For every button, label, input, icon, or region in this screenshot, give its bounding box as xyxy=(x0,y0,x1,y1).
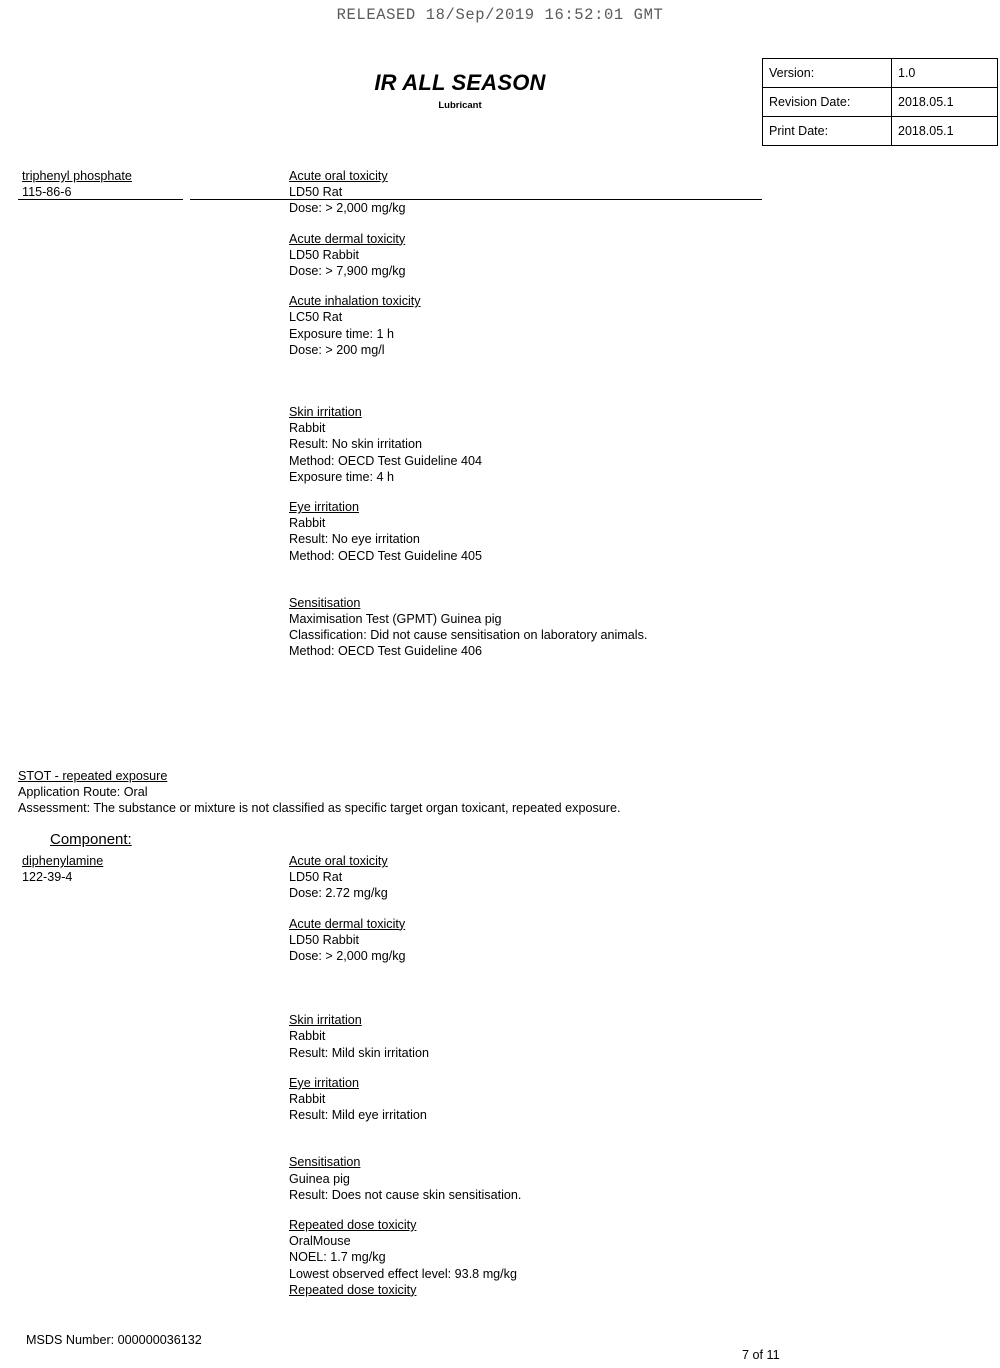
block-heading: Eye irritation xyxy=(289,1075,359,1090)
stot-repeated-exposure-heading: STOT - repeated exposure xyxy=(18,769,168,783)
block-heading: Sensitisation xyxy=(289,1155,361,1170)
substance-1-identity xyxy=(22,168,282,200)
block-line: Rabbit xyxy=(289,516,326,531)
version-label: Version: xyxy=(763,59,892,88)
block-line: Result: No skin irritation xyxy=(289,437,422,452)
sensitisation-block xyxy=(289,595,969,660)
released-stamp: RELEASED 18/Sep/2019 16:52:01 GMT xyxy=(336,6,664,24)
block-line: Lowest observed effect level: 93.8 mg/kg xyxy=(289,1266,517,1281)
block-line: LD50 Rat xyxy=(289,870,343,885)
acute-oral-toxicity-block xyxy=(289,168,969,217)
revision-date-value: 2018.05.1 xyxy=(892,88,998,117)
document-header xyxy=(0,56,1000,142)
skin-irritation-block xyxy=(289,404,969,485)
block-line: LD50 Rat xyxy=(289,185,343,200)
repeated-dose-toxicity-block xyxy=(289,1217,969,1298)
block-line: LD50 Rabbit xyxy=(289,932,360,947)
block-line: Result: Does not cause skin sensitisation. xyxy=(289,1187,522,1202)
block-line: Method: OECD Test Guideline 405 xyxy=(289,548,482,563)
substance-1-name: triphenyl phosphate xyxy=(22,169,132,183)
block-heading: Eye irritation xyxy=(289,500,359,515)
product-title: IR ALL SEASON xyxy=(374,70,546,95)
print-date-value: 2018.05.1 xyxy=(892,117,998,146)
acute-dermal-toxicity-block xyxy=(289,231,969,280)
block-line: Exposure time: 1 h xyxy=(289,326,394,341)
eye-irritation-block xyxy=(289,1075,969,1124)
block-heading: Acute dermal toxicity xyxy=(289,231,406,246)
eye-irritation-block xyxy=(289,499,969,564)
block-line: Guinea pig xyxy=(289,1171,350,1186)
block-line: Maximisation Test (GPMT) Guinea pig xyxy=(289,612,502,627)
stot-assessment: Assessment: The substance or mixture is not classified as specific target organ toxicant, repeated exposure. xyxy=(18,801,621,815)
block-heading: Sensitisation xyxy=(289,595,361,610)
block-heading: Acute oral toxicity xyxy=(289,854,388,868)
component-heading: Component: xyxy=(50,831,132,848)
block-heading: Skin irritation xyxy=(289,1013,362,1028)
block-line: Classification: Did not cause sensitisation on laboratory animals. xyxy=(289,628,648,643)
acute-oral-toxicity-block xyxy=(289,853,969,902)
block-line: LC50 Rat xyxy=(289,310,343,325)
block-line: Rabbit xyxy=(289,1029,326,1044)
version-value: 1.0 xyxy=(892,59,998,88)
substance-1-tox-data xyxy=(289,168,969,674)
block-heading: Skin irritation xyxy=(289,405,362,420)
page-number: 7 of 11 xyxy=(742,1348,780,1362)
sensitisation-block xyxy=(289,1154,969,1203)
print-date-label: Print Date: xyxy=(763,117,892,146)
table-row xyxy=(763,59,998,88)
block-line: NOEL: 1.7 mg/kg xyxy=(289,1250,386,1265)
block-line: Dose: > 2,000 mg/kg xyxy=(289,201,406,216)
block-line: Rabbit xyxy=(289,421,326,436)
stot-application-route: Application Route: Oral xyxy=(18,785,148,799)
block-line: OralMouse xyxy=(289,1234,351,1249)
repeated-dose-toxicity-trailing-heading: Repeated dose toxicity xyxy=(289,1282,417,1297)
block-line: Dose: > 200 mg/l xyxy=(289,342,385,357)
block-heading: Acute inhalation toxicity xyxy=(289,294,421,309)
acute-inhalation-toxicity-block xyxy=(289,293,969,358)
block-line: Rabbit xyxy=(289,1092,326,1107)
block-line: Dose: 2.72 mg/kg xyxy=(289,886,388,901)
block-line: Method: OECD Test Guideline 404 xyxy=(289,453,482,468)
block-line: LD50 Rabbit xyxy=(289,247,360,262)
msds-number: MSDS Number: 000000036132 xyxy=(26,1333,202,1347)
table-row xyxy=(763,117,998,146)
block-line: Result: No eye irritation xyxy=(289,532,420,547)
block-line: Exposure time: 4 h xyxy=(289,469,394,484)
block-line: Dose: > 2,000 mg/kg xyxy=(289,949,406,964)
block-heading: Acute dermal toxicity xyxy=(289,916,406,931)
block-heading: Acute oral toxicity xyxy=(289,169,388,183)
substance-2-tox-data xyxy=(289,853,969,1298)
skin-irritation-block xyxy=(289,1012,969,1061)
substance-1-cas: 115-86-6 xyxy=(22,185,72,200)
acute-dermal-toxicity-block xyxy=(289,916,969,965)
substance-2-identity xyxy=(22,853,282,885)
block-line: Dose: > 7,900 mg/kg xyxy=(289,264,406,279)
block-line: Result: Mild eye irritation xyxy=(289,1108,427,1123)
block-line: Result: Mild skin irritation xyxy=(289,1045,429,1060)
block-line: Method: OECD Test Guideline 406 xyxy=(289,644,482,659)
product-subtitle: Lubricant xyxy=(438,100,482,111)
block-heading: Repeated dose toxicity xyxy=(289,1218,417,1233)
table-row xyxy=(763,88,998,117)
revision-date-label: Revision Date: xyxy=(763,88,892,117)
document-info-table xyxy=(762,58,998,146)
substance-2-cas: 122-39-4 xyxy=(22,870,73,885)
substance-2-name: diphenylamine xyxy=(22,854,104,868)
